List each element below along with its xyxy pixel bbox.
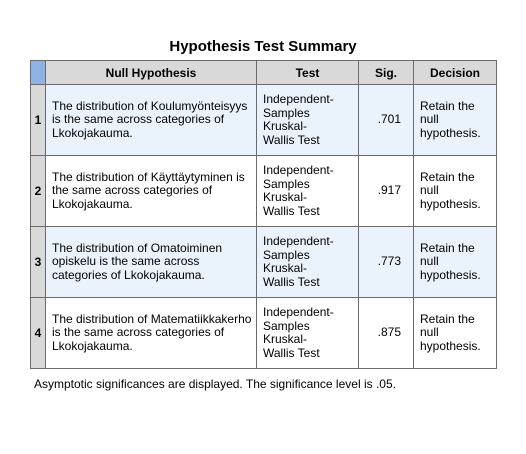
decision-text: Retain the null hypothesis. bbox=[420, 240, 481, 282]
footnote: Asymptotic significances are displayed. The significance level is .05. bbox=[34, 377, 396, 391]
test-cell bbox=[257, 227, 359, 298]
decision-text: Retain the null hypothesis. bbox=[420, 169, 481, 211]
hypothesis-test-summary-table bbox=[30, 60, 497, 369]
table-row bbox=[31, 298, 497, 369]
test-cell bbox=[257, 156, 359, 227]
sig-cell bbox=[359, 85, 414, 156]
row-number: 3 bbox=[31, 227, 46, 298]
corner-cell bbox=[31, 61, 46, 85]
decision-text: Retain the null hypothesis. bbox=[420, 98, 481, 140]
table-row bbox=[31, 227, 497, 298]
decision-text: Retain the null hypothesis. bbox=[420, 311, 481, 353]
null-hypothesis-text: The distribution of Käyttäytyminen is the same across categories of Lkokojakauma. bbox=[52, 169, 245, 211]
test-text: Independent-Samples Kruskal-Wallis Test bbox=[263, 305, 334, 360]
null-hypothesis-cell bbox=[46, 85, 257, 156]
null-hypothesis-cell bbox=[46, 156, 257, 227]
sig-cell bbox=[359, 298, 414, 369]
column-header-test: Test bbox=[257, 61, 359, 85]
null-hypothesis-cell bbox=[46, 227, 257, 298]
row-number: 4 bbox=[31, 298, 46, 369]
decision-cell bbox=[414, 298, 497, 369]
table-title: Hypothesis Test Summary bbox=[169, 38, 357, 55]
row-number: 2 bbox=[31, 156, 46, 227]
column-header-decision: Decision bbox=[414, 61, 497, 85]
decision-cell bbox=[414, 85, 497, 156]
table-row bbox=[31, 85, 497, 156]
null-hypothesis-text: The distribution of Omatoiminen opiskelu is the same across categories of Lkokojakauma. bbox=[52, 240, 223, 282]
test-cell bbox=[257, 85, 359, 156]
sig-cell bbox=[359, 227, 414, 298]
null-hypothesis-text: The distribution of Matematiikkakerho is the same across categories of Lkokojakauma. bbox=[52, 311, 252, 353]
test-text: Independent-Samples Kruskal-Wallis Test bbox=[263, 92, 334, 147]
sig-value: .773 bbox=[377, 254, 401, 269]
sig-value: .701 bbox=[377, 112, 401, 127]
column-header-sig: Sig. bbox=[359, 61, 414, 85]
test-text: Independent-Samples Kruskal-Wallis Test bbox=[263, 234, 334, 289]
sig-cell bbox=[359, 156, 414, 227]
sig-value: .917 bbox=[377, 183, 401, 198]
header-row bbox=[31, 61, 497, 85]
test-text: Independent-Samples Kruskal-Wallis Test bbox=[263, 163, 334, 218]
sig-value: .875 bbox=[377, 325, 401, 340]
decision-cell bbox=[414, 156, 497, 227]
null-hypothesis-cell bbox=[46, 298, 257, 369]
table-row bbox=[31, 156, 497, 227]
decision-cell bbox=[414, 227, 497, 298]
null-hypothesis-text: The distribution of Koulumyönteisyys is the same across categories of Lkokojakauma. bbox=[52, 98, 248, 140]
column-header-null-hypothesis: Null Hypothesis bbox=[46, 61, 257, 85]
test-cell bbox=[257, 298, 359, 369]
row-number: 1 bbox=[31, 85, 46, 156]
